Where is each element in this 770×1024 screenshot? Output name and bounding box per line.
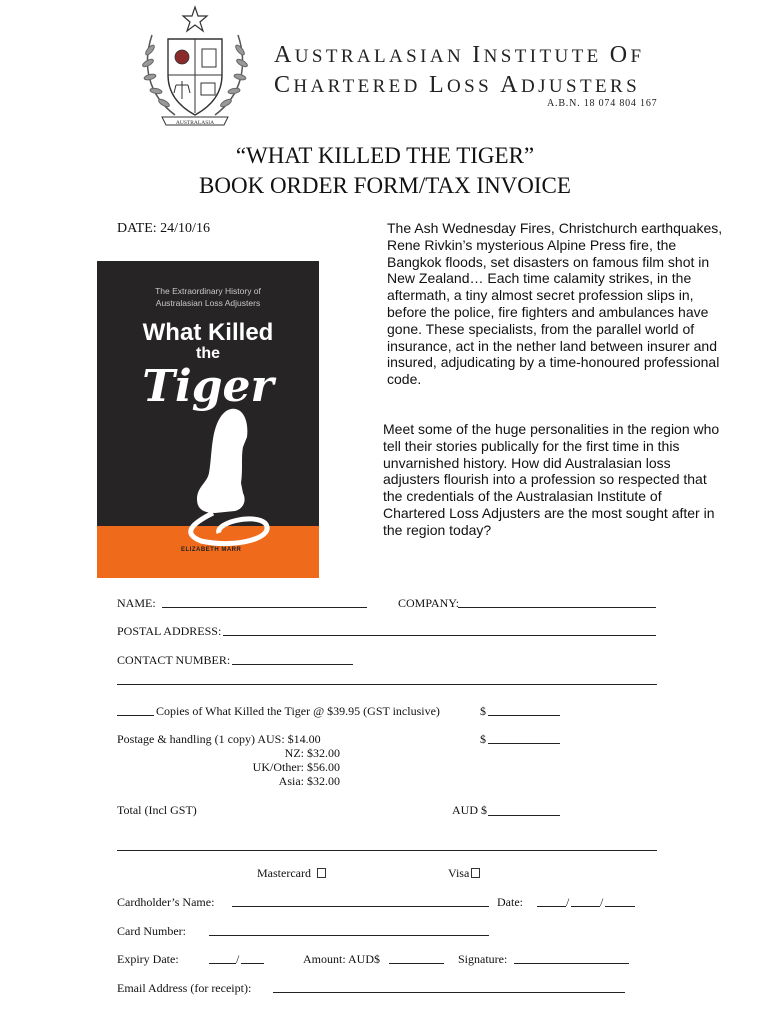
organization-name-line1: AUSTRALASIAN INSTITUTE OF [274,42,645,68]
book-description-p2 [383,421,723,539]
section-divider-2 [117,850,657,851]
amount-input[interactable] [389,963,444,964]
company-label: COMPANY: [398,596,460,610]
cover-subtitle: The Extraordinary History of Australasian Loss Adjusters [155,286,261,308]
card-number-label: Card Number: [117,924,186,938]
postal-address-input[interactable] [223,635,656,636]
payment-date-year-input[interactable] [605,906,635,907]
visa-option[interactable] [448,866,480,881]
expiry-date-label: Expiry Date: [117,952,179,966]
cover-author: ELIZABETH MARR [181,547,242,553]
postage-label: Postage & handling (1 copy) AUS: $14.00 [117,732,321,746]
email-input[interactable] [273,992,625,993]
cardholder-name-label: Cardholder’s Name: [117,895,215,909]
cover-title-part2: the [196,345,220,362]
postage-uk-other: UK/Other: $56.00 [252,760,340,774]
postage-dollar-sign: $ [480,732,486,746]
cardholder-name-input[interactable] [232,906,489,907]
date-separator-1: / [566,895,570,909]
crest-motto: AUSTRALASIA [175,120,215,126]
payment-date-label: Date: [497,895,523,909]
abn-number: A.B.N. 18 074 804 167 [547,98,658,109]
name-input[interactable] [162,607,367,608]
email-label: Email Address (for receipt): [117,981,252,995]
description-paragraph-1: The Ash Wednesday Fires, Christchurch earthquakes, Rene Rivkin’s mysterious Alpine Press fire, the Bangkok floods, set disasters on famous film shot in New Zealand… Each time calamity strikes, in the aftermath, a tiny almost secret profession slips in, before the police, fire fighters and ambulances have gone. These specialists, from the parallel world of insurance, act in the nether land between insurer and insured, adjudicating by a time-honoured professional code. [387,220,723,388]
mastercard-option[interactable] [257,866,326,881]
order-date: DATE: 24/10/16 [117,221,210,236]
copies-label: Copies of What Killed the Tiger @ $39.95 (GST inclusive) [156,704,440,718]
section-divider-1 [117,684,657,685]
card-number-input[interactable] [209,935,489,936]
payment-date-day-input[interactable] [537,906,566,907]
visa-label: Visa [448,866,470,880]
postage-asia: Asia: $32.00 [278,774,340,788]
form-title-invoice: BOOK ORDER FORM/TAX INVOICE [199,173,571,198]
total-aud-label: AUD $ [452,803,487,817]
book-cover-image [97,261,319,578]
name-label: NAME: [117,596,156,610]
book-description-p1 [383,220,727,388]
total-label: Total (Incl GST) [117,803,197,817]
cover-title-part3: Tiger [142,361,274,412]
organization-name-line2: CHARTERED LOSS ADJUSTERS [274,72,641,98]
signature-label: Signature: [458,952,508,966]
copies-dollar-sign: $ [480,704,486,718]
date-separator-2: / [600,895,604,909]
total-amount-input[interactable] [488,815,560,816]
amount-label: Amount: AUD$ [303,952,381,966]
copies-amount-input[interactable] [488,715,560,716]
expiry-separator: / [236,952,240,966]
expiry-month-input[interactable] [209,963,236,964]
institute-crest-logo [140,5,250,130]
mastercard-checkbox[interactable] [317,868,326,878]
form-title-book: “WHAT KILLED THE TIGER” [235,143,535,168]
contact-number-label: CONTACT NUMBER: [117,653,231,667]
postage-amount-input[interactable] [488,743,560,744]
description-paragraph-2: Meet some of the huge personalities in the region who tell their stories publically for the first time in this unvarnished history. How did Australasian loss adjusters flourish into a profession so respected that the credentials of the Australasian Institute of Chartered Loss Adjusters are the most sought after in the region today? [383,421,720,538]
cover-title-part1: What Killed [142,319,274,346]
mastercard-label: Mastercard [257,866,311,880]
postage-nz: NZ: $32.00 [284,746,340,760]
copies-quantity-input[interactable] [117,715,154,716]
visa-checkbox[interactable] [471,868,480,878]
signature-input[interactable] [514,963,629,964]
postal-address-label: POSTAL ADDRESS: [117,624,222,638]
contact-number-input[interactable] [232,664,353,665]
company-input[interactable] [458,607,656,608]
expiry-year-input[interactable] [241,963,264,964]
payment-date-month-input[interactable] [571,906,600,907]
